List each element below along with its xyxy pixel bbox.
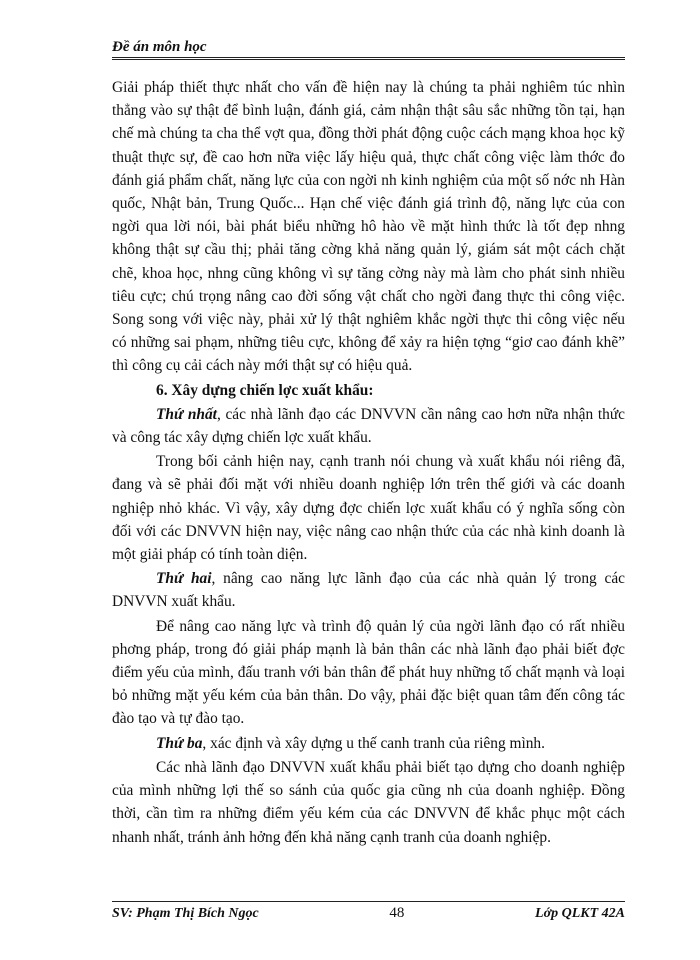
page-number: 48: [389, 905, 405, 921]
paragraph-1: Giải pháp thiết thực nhất cho vấn đề hiện nay là chúng ta phải nghiêm túc nhìn thẳng vào sự thật để bình luận, đánh giá, cảm nhận thật sâu sắc những tồn tại, hạn chế mà chúng ta cha thể vợt qua, đồng thời phát động cuộc cách mạng khoa học kỹ thuật thực sự, đề cao hơn nữa việc lấy hiệu quả, thực chất công việc làm thớc đo đánh giá phẩm chất, năng lực của con ngời nh kinh nghiệm của một số nớc nh Hàn quốc, Nhật bản, Trung Quốc... Hạn chế việc đánh giá trình độ, năng lực của con ngời qua lời nói, bài phát biểu những hô hào về mặt hình thức là tốt đẹp nhng không thật sự cầu thị; phải tăng cờng khả năng quản lý, giám sát một cách chặt chẽ, khoa học, nhng cũng không vì sự tăng cờng này mà làm cho phát sinh nhiều tiêu cực; chú trọng nâng cao đời sống vật chất cho ngời đang thực thi công việc. Song song với việc này, phải xử lý thật nghiêm khắc ngời thực thi công việc nếu có những sai phạm, những tiêu cực, không để xảy ra hiện tợng “giơ cao đánh khẽ” thì công cụ cải cách này mới thật sự có hiệu quả.: [112, 79, 625, 375]
paragraph-4-lead: Thứ hai: [156, 570, 212, 588]
paragraph-6: [112, 732, 625, 755]
paragraph-2: [112, 403, 625, 449]
paragraph-2-text: , các nhà lãnh đạo các DNVVN cần nâng cao hơn nữa nhận thức và công tác xây dựng chiến lợc xuất khẩu.: [112, 405, 625, 447]
paragraph-6-text: , xác định và xây dựng u thế canh tranh của riêng mình.: [202, 734, 545, 752]
paragraph-6-lead: Thứ ba: [156, 734, 203, 752]
document-body: [112, 76, 625, 849]
page-header: [112, 38, 625, 60]
footer-row: [112, 905, 625, 922]
footer-author: SV: Phạm Thị Bích Ngọc: [112, 906, 259, 921]
page-footer: [112, 900, 625, 922]
paragraph-4-text: , nâng cao năng lực lãnh đạo của các nhà quản lý trong các DNVVN xuất khẩu.: [112, 570, 626, 611]
footer-rule: [112, 901, 625, 902]
paragraph-7: Các nhà lãnh đạo DNVVN xuất khẩu phải biết tạo dựng cho doanh nghiệp của mình những lợi thế so sánh của quốc gia cũng nh của doanh nghiệp. Đồng thời, cần tìm ra những điểm yếu kém của các DNVVN để khắc phục một cách nhanh nhất, tránh ảnh hởng đến khả năng cạnh tranh của doanh nghiệp.: [112, 758, 625, 846]
header-title: Đề án môn học: [112, 39, 207, 55]
section-heading: 6. Xây dựng chiến lợc xuất khẩu:: [156, 381, 374, 399]
paragraph-5: Để nâng cao năng lực và trình độ quản lý của ngời lãnh đạo có rất nhiều phơng pháp, trong đó giải pháp mạnh là bản thân các nhà lãnh đạo phải biết đợc điểm yếu của mình, đấu tranh với bản thân để phát huy những tố chất mạnh và loại bỏ những mặt yếu kém của bản thân. Do vậy, phải đặc biệt quan tâm đến công tác đào tạo và tự đào tạo.: [112, 617, 625, 728]
paragraph-4: [112, 567, 625, 613]
footer-class: Lớp QLKT 42A: [535, 906, 625, 921]
header-rule: [112, 57, 625, 60]
paragraph-2-lead: Thứ nhất: [156, 405, 217, 423]
paragraph-3: Trong bối cảnh hiện nay, cạnh tranh nói chung và xuất khẩu nói riêng đã, đang và sẽ phải đối mặt với nhiều doanh nghiệp lớn trên thế giới và các doanh nghiệp nhỏ khác. Vì vậy, xây dựng đợc chiến lợc xuất khẩu có ý nghĩa sống còn đối với các DNVVN hiện nay, việc nâng cao nhận thức của các nhà kinh doanh là một giải pháp có tính toàn diện.: [112, 453, 625, 564]
